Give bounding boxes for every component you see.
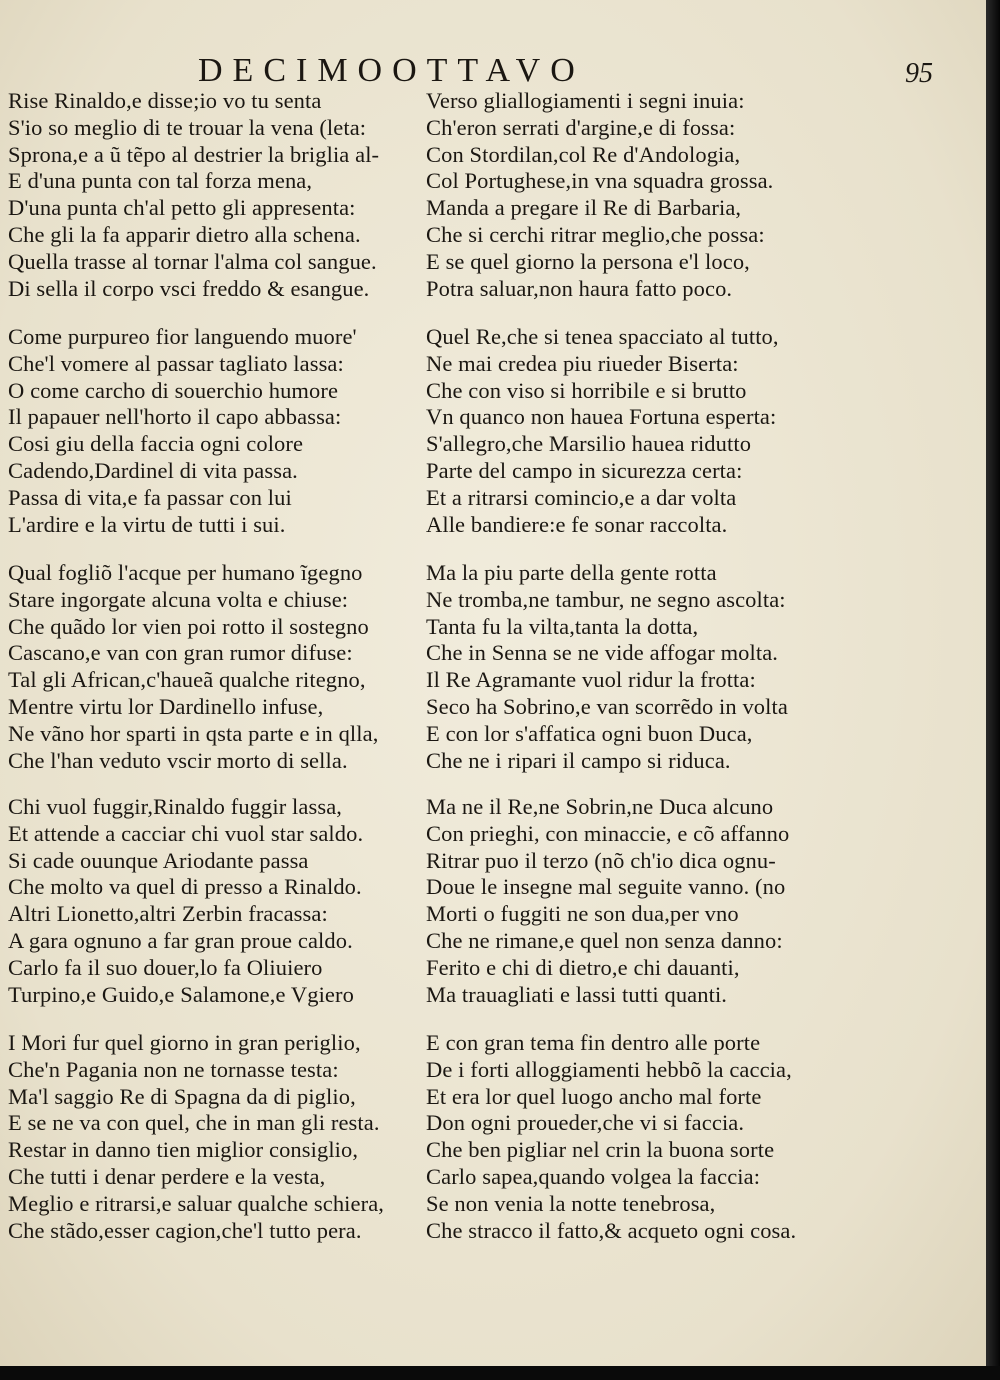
verse-line: Doue le insegne mal seguite vanno. (no xyxy=(426,874,786,900)
verse-line: Quella trasse al tornar l'alma col sangue. xyxy=(8,248,377,274)
verse-line: Ne vãno hor sparti in qsta parte e in qlla, xyxy=(8,720,379,746)
verse-line: Chi vuol fuggir,Rinaldo fuggir lassa, xyxy=(8,794,343,819)
verse-line: Tanta fu la vilta,tanta la dotta, xyxy=(426,613,699,639)
stanza-1 xyxy=(8,88,420,302)
verse-line: Restar in danno tien miglior consiglio, xyxy=(8,1137,359,1163)
verse-line: Ma ne il Re,ne Sobrin,ne Duca alcuno xyxy=(426,794,774,819)
verse-line: Il papauer nell'horto il capo abbassa: xyxy=(8,404,342,430)
verse-line: Tal gli African,c'haueã qualche ritegno, xyxy=(8,667,366,693)
verse-line: Che ne rimane,e quel non senza danno: xyxy=(426,927,783,953)
verse-line: Ritrar puo il terzo (nõ ch'io dica ognu- xyxy=(426,847,776,873)
verse-line: I Mori fur quel giorno in gran periglio, xyxy=(8,1030,361,1055)
scan-edge-bottom xyxy=(0,1366,1000,1380)
verse-line: Il Re Agramante vuol ridur la frotta: xyxy=(426,667,756,693)
verse-line: Rise Rinaldo,e disse;io vo tu senta xyxy=(8,88,322,113)
verse-line: Ch'eron serrati d'argine,e di fossa: xyxy=(426,114,736,140)
verse-line: Ma la piu parte della gente rotta xyxy=(426,560,717,585)
verse-line: Con prieghi, con minaccie, e cõ affanno xyxy=(426,820,790,846)
stanza-7 xyxy=(8,794,420,1008)
verse-line: Cascano,e van con gran rumor difuse: xyxy=(8,640,353,666)
verse-line: Verso gliallogiamenti i segni inuia: xyxy=(426,88,745,113)
verse-line: Parte del campo in sicurezza certa: xyxy=(426,457,743,483)
verse-line: E con lor s'affatica ogni buon Duca, xyxy=(426,720,753,746)
verse-line: A gara ognuno a far gran proue caldo. xyxy=(8,927,353,953)
stanza-3 xyxy=(8,324,420,538)
verse-line: E con gran tema fin dentro alle porte xyxy=(426,1030,761,1055)
verse-line: Sprona,e a ũ tẽpo al destrier la briglia al- xyxy=(8,141,380,167)
stanza-2 xyxy=(426,88,846,302)
verse-line: Don ogni proueder,che vi si faccia. xyxy=(426,1110,745,1136)
verse-line: Ferito e chi di dietro,e chi dauanti, xyxy=(426,954,740,980)
verse-line: Col Portughese,in vna squadra grossa. xyxy=(426,168,774,194)
verse-line: De i forti alloggiamenti hebbõ la caccia, xyxy=(426,1056,792,1082)
verse-line: Quel Re,che si tenea spacciato al tutto, xyxy=(426,324,779,349)
verse-line: E d'una punta con tal forza mena, xyxy=(8,168,313,194)
verse-line: Turpino,e Guido,e Salamone,e Vgiero xyxy=(8,981,354,1007)
verse-line: Qual fogliõ l'acque per humano ĩgegno xyxy=(8,560,363,585)
verse-line: Che in Senna se ne vide affogar molta. xyxy=(426,640,779,666)
verse-line: Che'l vomere al passar tagliato lassa: xyxy=(8,350,344,376)
verse-line: O come carcho di souerchio humore xyxy=(8,377,339,403)
page-number: 95 xyxy=(905,58,933,89)
verse-line: Che tutti i denar perdere e la vesta, xyxy=(8,1163,326,1189)
verse-line: Come purpureo fior languendo muore' xyxy=(8,324,357,349)
verse-line: Che gli la fa apparir dietro alla schena. xyxy=(8,221,361,247)
verse-line: Carlo sapea,quando volgea la faccia: xyxy=(426,1163,761,1189)
verse-line: Che stãdo,esser cagion,che'l tutto pera. xyxy=(8,1217,362,1243)
stanza-4 xyxy=(426,324,846,538)
verse-line: S'io so meglio di te trouar la vena (leta: xyxy=(8,114,367,140)
stanza-10 xyxy=(426,1030,846,1244)
verse-line: Meglio e ritrarsi,e saluar qualche schiera, xyxy=(8,1190,385,1216)
stanza-6 xyxy=(426,560,846,774)
verse-line: L'ardire e la virtu de tutti i sui. xyxy=(8,511,286,537)
stanza-8 xyxy=(426,794,846,1008)
verse-line: Che con viso si horribile e si brutto xyxy=(426,377,747,403)
verse-line: Altri Lionetto,altri Zerbin fracassa: xyxy=(8,901,328,927)
verse-line: Ma'l saggio Re di Spagna da di piglio, xyxy=(8,1083,356,1109)
verse-line: Che stracco il fatto,& acqueto ogni cosa. xyxy=(426,1217,797,1243)
verse-line: E se quel giorno la persona e'l loco, xyxy=(426,248,750,274)
verse-line: Et a ritrarsi comincio,e a dar volta xyxy=(426,484,737,510)
verse-line: Morti o fuggiti ne son dua,per vno xyxy=(426,901,739,927)
verse-line: Che si cerchi ritrar meglio,che possa: xyxy=(426,221,765,247)
verse-line: Che ne i ripari il campo si riduca. xyxy=(426,747,731,773)
verse-line: Et era lor quel luogo ancho mal forte xyxy=(426,1083,762,1109)
verse-line: Se non venia la notte tenebrosa, xyxy=(426,1190,716,1216)
verse-line: Seco ha Sobrino,e van scorrẽdo in volta xyxy=(426,693,788,719)
verse-line: Ne mai credea piu riueder Biserta: xyxy=(426,350,739,376)
stanza-9 xyxy=(8,1030,420,1244)
stanza-5 xyxy=(8,560,420,774)
scan-edge-right xyxy=(986,0,1000,1380)
verse-line: Con Stordilan,col Re d'Andologia, xyxy=(426,141,741,167)
verse-line: Passa di vita,e fa passar con lui xyxy=(8,484,292,510)
verse-line: Che molto va quel di presso a Rinaldo. xyxy=(8,874,362,900)
verse-line: Che ben pigliar nel crin la buona sorte xyxy=(426,1137,775,1163)
verse-line: Si cade ouunque Ariodante passa xyxy=(8,847,309,873)
verse-line: Cosi giu della faccia ogni colore xyxy=(8,431,304,457)
verse-line: Che'n Pagania non ne tornasse testa: xyxy=(8,1056,339,1082)
running-head: DECIMOOTTAVO xyxy=(198,52,585,89)
verse-line: Di sella il corpo vsci freddo & esangue. xyxy=(8,275,370,301)
verse-line: Cadendo,Dardinel di vita passa. xyxy=(8,457,298,483)
verse-line: D'una punta ch'al petto gli appresenta: xyxy=(8,195,356,221)
verse-line: Et attende a cacciar chi vuol star saldo. xyxy=(8,820,364,846)
verse-line: Che quãdo lor vien poi rotto il sostegno xyxy=(8,613,369,639)
verse-line: Ne tromba,ne tambur, ne segno ascolta: xyxy=(426,586,786,612)
verse-line: S'allegro,che Marsilio hauea ridutto xyxy=(426,431,752,457)
verse-line: Che l'han veduto vscir morto di sella. xyxy=(8,747,348,773)
verse-line: E se ne va con quel, che in man gli resta. xyxy=(8,1110,380,1136)
verse-line: Alle bandiere:e fe sonar raccolta. xyxy=(426,511,728,537)
verse-line: Potra saluar,non haura fatto poco. xyxy=(426,275,733,301)
verse-line: Stare ingorgate alcuna volta e chiuse: xyxy=(8,586,349,612)
verse-line: Manda a pregare il Re di Barbaria, xyxy=(426,195,742,221)
verse-line: Ma trauagliati e lassi tutti quanti. xyxy=(426,981,728,1007)
verse-line: Carlo fa il suo douer,lo fa Oliuiero xyxy=(8,954,323,980)
verse-line: Vn quanco non hauea Fortuna esperta: xyxy=(426,404,777,430)
verse-line: Mentre virtu lor Dardinello infuse, xyxy=(8,693,324,719)
